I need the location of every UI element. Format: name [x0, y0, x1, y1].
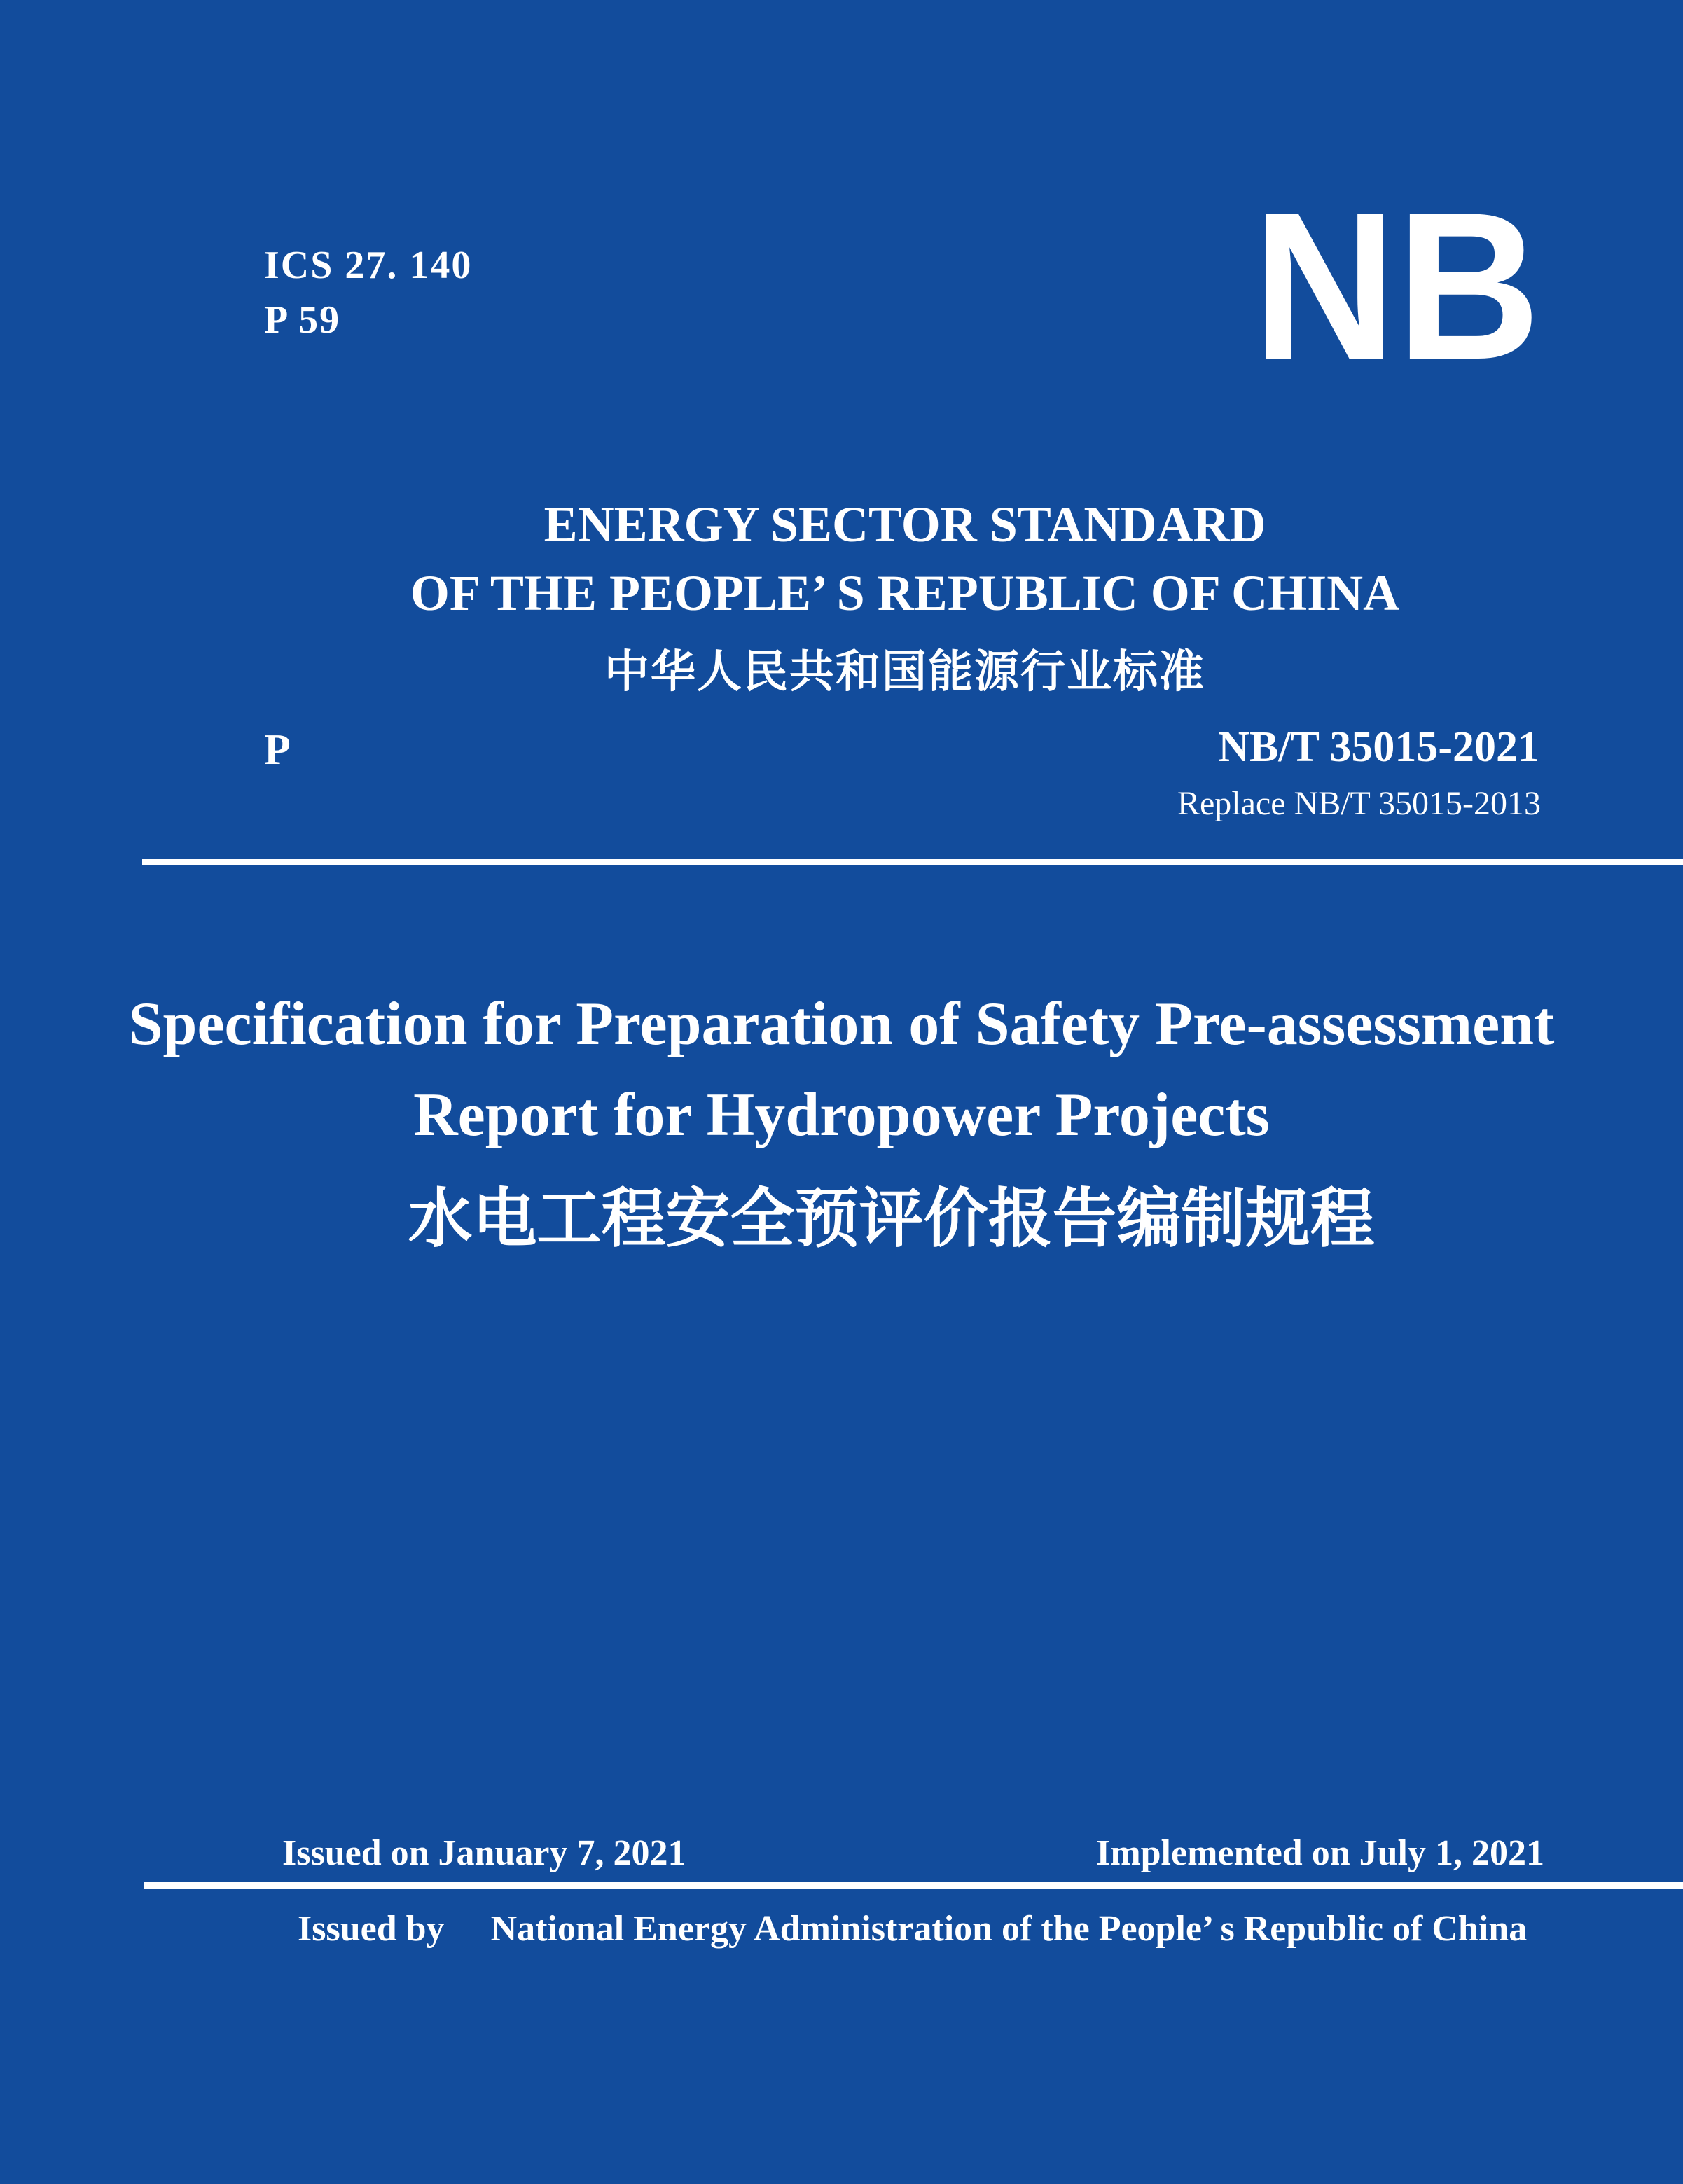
footer-dates-row — [282, 1832, 1544, 1875]
class-code: P 59 — [264, 298, 341, 342]
bottom-divider-rule — [144, 1882, 1683, 1889]
standard-header — [0, 490, 1683, 707]
standard-number: NB/T 35015-2021 — [1218, 723, 1539, 771]
title-english-line-2: Report for Hydropower Projects — [413, 1081, 1270, 1149]
title-english-line-1: Specification for Preparation of Safety Pre-assessment — [128, 990, 1555, 1058]
header-line-1: ENERGY SECTOR STANDARD — [543, 496, 1266, 552]
top-divider-rule — [142, 859, 1683, 865]
document-title-block — [0, 979, 1683, 1258]
replaces-note: Replace NB/T 35015-2013 — [1177, 785, 1541, 822]
ics-classification-block — [264, 238, 472, 347]
implemented-on-date: Implemented on July 1, 2021 — [1096, 1833, 1544, 1873]
title-chinese: 水电工程安全预评价报告编制规程 — [408, 1183, 1375, 1255]
issued-by-label: Issued by — [298, 1909, 445, 1949]
header-line-chinese: 中华人民共和国能源行业标准 — [604, 647, 1205, 697]
issued-by-value: National Energy Administration of the People’ s Republic of China — [490, 1909, 1528, 1949]
nb-logo: NB — [1252, 168, 1541, 403]
issued-by-row — [298, 1907, 1527, 1951]
issued-on-date: Issued on January 7, 2021 — [282, 1833, 686, 1873]
designation-left-mark: P — [264, 726, 291, 774]
header-line-2: OF THE PEOPLE’ S REPUBLIC OF CHINA — [410, 565, 1400, 621]
ics-code: ICS 27. 140 — [264, 244, 473, 287]
